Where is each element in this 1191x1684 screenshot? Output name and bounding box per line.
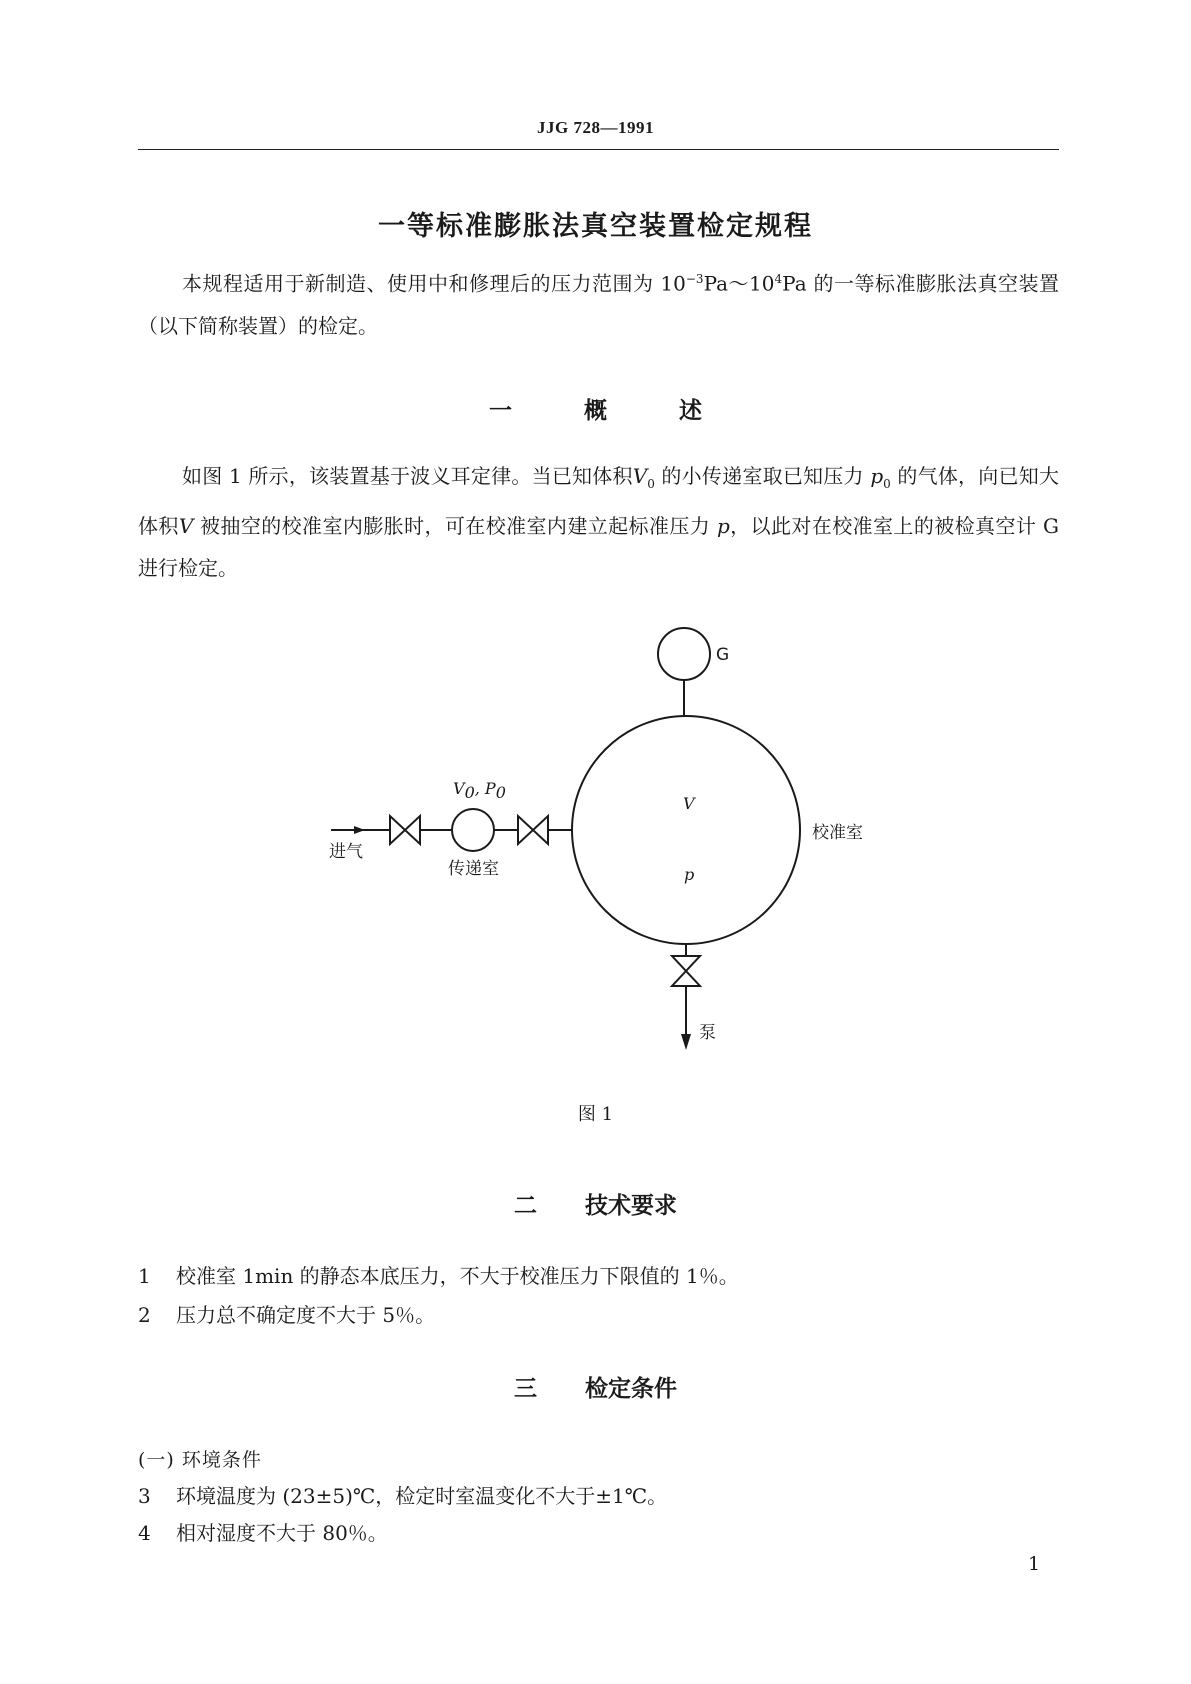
transfer-parameters-label: V0, P0 (453, 779, 506, 802)
transfer-chamber-label: 传递室 (448, 859, 499, 879)
page-header-standard-code: JJG 728—1991 (537, 118, 654, 137)
calibration-chamber-circle (572, 716, 800, 944)
figure-caption: 图 1 (577, 1104, 614, 1125)
pressure-label: p (684, 865, 695, 884)
inlet-arrowhead (354, 826, 365, 834)
pump-label: 泵 (699, 1023, 716, 1043)
section-3-heading: 三 检定条件 (514, 1376, 677, 1402)
pump-valve (672, 956, 700, 986)
environment-conditions-heading: (一) 环境条件 (138, 1449, 262, 1471)
inlet-valve (390, 816, 420, 844)
section-1-heading: 一 概 述 (489, 398, 702, 424)
pump-arrowhead (681, 1034, 691, 1050)
overview-paragraph: 如图 1 所示，该装置基于波义耳定律。当已知体积$V_0$ 的小传递室取已知压力 $p_0$ 的气体，向已知大体积V 被抽空的校准室内膨胀时，可在校准室内建立起标准压力 p，以此对在校准室上的被检真空计 G 进行检定。 (138, 464, 1060, 580)
condition-item-3: 3 环境温度为 (23±5)℃，检定时室温变化不大于±1℃。 (138, 1484, 668, 1508)
document-title: 一等标准膨胀法真空装置检定规程 (378, 211, 813, 242)
transfer-chamber-circle (452, 809, 494, 851)
page-number: 1 (1028, 1553, 1041, 1575)
calibration-chamber-label: 校准室 (812, 823, 863, 843)
condition-item-4: 4 相对湿度不大于 80％。 (138, 1521, 388, 1545)
transfer-valve (518, 816, 548, 844)
requirement-item-2: 2 压力总不确定度不大于 5％。 (138, 1303, 436, 1327)
inlet-label: 进气 (329, 842, 363, 862)
volume-label: V (683, 794, 695, 813)
gauge-circle (658, 628, 710, 680)
intro-paragraph: 本规程适用于新制造、使用中和修理后的压力范围为 $10^{-3}Pa\sim 10^4Pa$ 的一等标准膨胀法真空装置（以下简称装置）的检定。 (138, 271, 1060, 338)
section-2-heading: 二 技术要求 (514, 1193, 677, 1219)
gauge-label: G (716, 645, 730, 665)
header-rule (138, 149, 1059, 150)
requirement-item-1: 1 校准室 1min 的静态本底压力，不大于校准压力下限值的 1％。 (138, 1264, 739, 1288)
